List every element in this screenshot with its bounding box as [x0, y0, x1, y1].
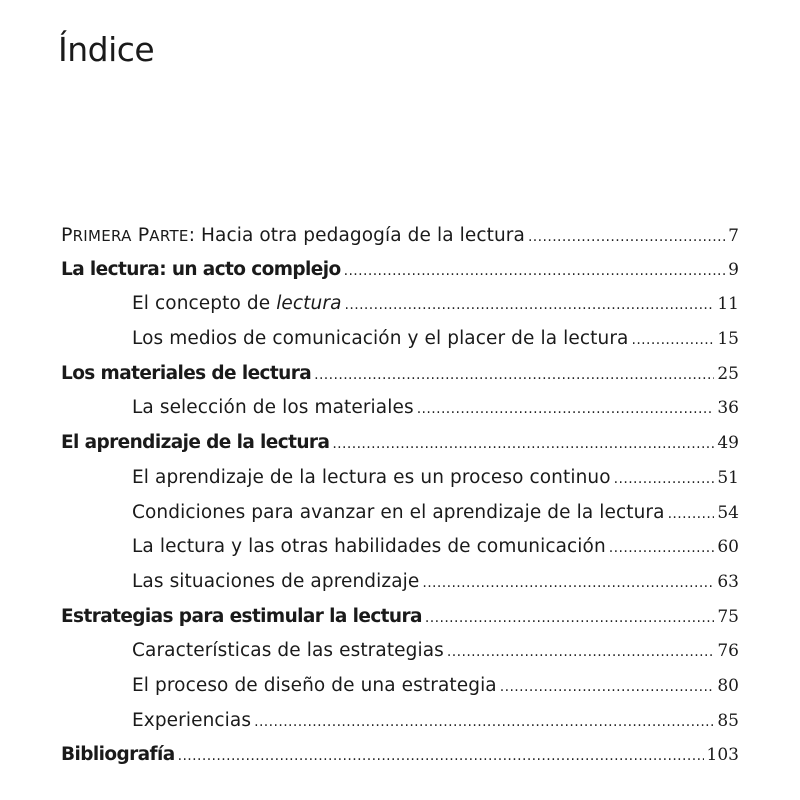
toc-page-number: 49	[717, 433, 739, 454]
toc-page-number: 7	[728, 226, 739, 246]
dot-leader	[668, 497, 715, 532]
toc-entry-medios-de-comunicacion[interactable]	[61, 322, 739, 357]
dot-leader	[609, 531, 715, 566]
toc-entry-estrategias[interactable]	[61, 600, 739, 635]
toc-page-number: 60	[717, 537, 739, 558]
dot-leader	[178, 739, 704, 774]
dot-leader	[314, 358, 714, 393]
toc-entry-bibliografia[interactable]	[61, 738, 739, 773]
toc-entry-materiales-de-lectura[interactable]	[61, 357, 739, 392]
toc-entry-primera-parte[interactable]	[61, 218, 739, 253]
toc-entry-proceso-continuo[interactable]	[61, 461, 739, 496]
toc-entry-label: Experiencias	[132, 709, 252, 731]
toc-entry-label: Las situaciones de aprendizaje	[132, 570, 420, 592]
toc-page-number: 63	[717, 571, 739, 592]
dot-leader	[345, 288, 715, 323]
dot-leader	[614, 462, 715, 497]
dot-leader	[422, 566, 714, 601]
dot-leader	[254, 705, 714, 740]
toc-page-number: 103	[706, 745, 739, 766]
dot-leader	[344, 254, 726, 289]
dot-leader	[425, 601, 714, 636]
toc-page-number: 9	[728, 259, 739, 280]
toc-entry-condiciones-para-avanzar[interactable]	[61, 496, 739, 531]
toc-entry-label: Estrategias para estimular la lectura	[61, 605, 422, 627]
toc-page-number: 85	[717, 710, 739, 731]
toc-entry-la-lectura-acto-complejo[interactable]	[61, 253, 739, 288]
toc-entry-label: Condiciones para avanzar en el aprendizaje de la lectura	[132, 501, 665, 523]
toc-page-number: 76	[717, 641, 739, 662]
toc-entry-aprendizaje-de-la-lectura[interactable]	[61, 426, 739, 461]
toc-entry-otras-habilidades[interactable]	[61, 530, 739, 565]
toc-entry-label: La lectura y las otras habilidades de comunicación	[132, 536, 606, 558]
toc-page-number: 51	[717, 467, 739, 488]
toc-entry-concepto-de-lectura[interactable]	[61, 287, 739, 322]
toc-entry-label: El aprendizaje de la lectura es un proceso continuo	[132, 466, 611, 488]
toc-entry-label: La lectura: un acto complejo	[61, 258, 341, 280]
toc-entry-label: Los medios de comunicación y el placer de la lectura	[132, 328, 629, 350]
dot-leader	[631, 323, 714, 358]
dot-leader	[500, 670, 715, 705]
toc-page-number: 11	[717, 294, 739, 315]
dot-leader	[447, 635, 714, 670]
table-of-contents	[61, 218, 739, 773]
toc-page-number: 54	[717, 502, 739, 523]
toc-entry-label: El aprendizaje de la lectura	[61, 432, 330, 454]
toc-entry-label: El proceso de diseño de una estrategia	[132, 674, 497, 696]
toc-entry-label: El concepto de lectura	[132, 293, 342, 315]
toc-entry-situaciones-de-aprendizaje[interactable]	[61, 565, 739, 600]
toc-entry-label: Los materiales de lectura	[61, 362, 312, 384]
toc-entry-caracteristicas[interactable]	[61, 634, 739, 669]
toc-entry-label: La selección de los materiales	[132, 397, 414, 419]
toc-entry-experiencias[interactable]	[61, 704, 739, 739]
toc-entry-label: Características de las estrategias	[132, 640, 444, 662]
page-title: Índice	[58, 30, 155, 69]
toc-entry-label: Bibliografía	[61, 744, 175, 766]
toc-page-number: 15	[717, 329, 739, 350]
dot-leader	[417, 392, 715, 427]
toc-entry-proceso-de-diseno[interactable]	[61, 669, 739, 704]
toc-page-number: 25	[717, 363, 739, 384]
dot-leader	[528, 220, 725, 255]
toc-page-number: 75	[717, 606, 739, 627]
toc-page-number: 80	[717, 675, 739, 696]
toc-entry-seleccion-de-materiales[interactable]	[61, 391, 739, 426]
dot-leader	[332, 427, 714, 462]
toc-entry-label: PRIMERA PARTE: Hacia otra pedagogía de la lectura	[61, 224, 525, 246]
toc-page-number: 36	[717, 398, 739, 419]
